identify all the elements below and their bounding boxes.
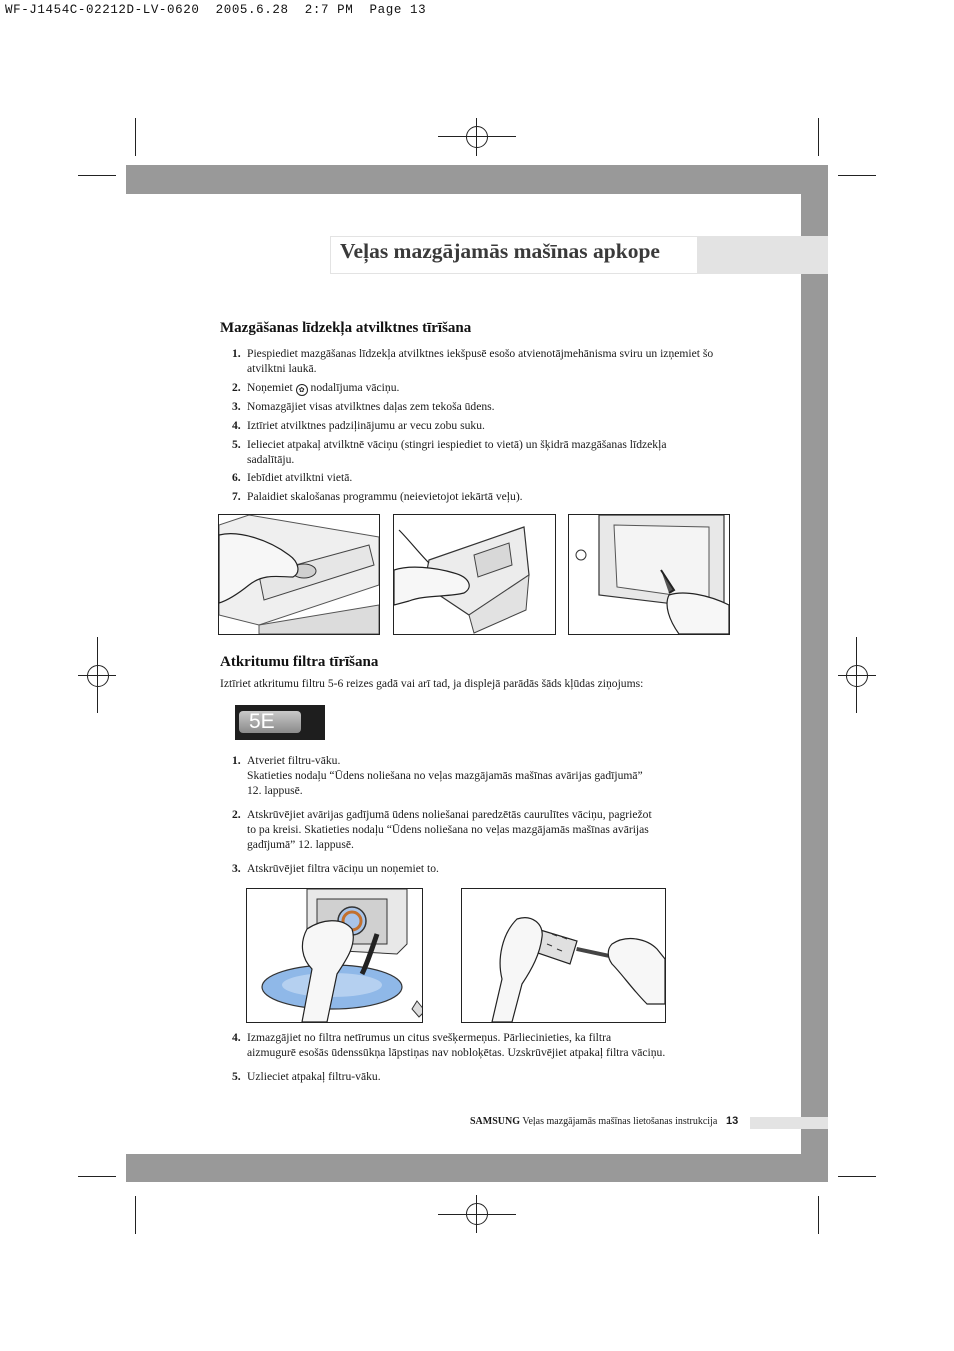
page-footer [470, 1116, 717, 1127]
softener-symbol-icon: ✿ [296, 384, 308, 396]
page-number-bar [750, 1117, 828, 1129]
list-item: 1. Piespiediet mazgāšanas līdzekļa atvilktnes iekšpusē esošo atvienotājmehānisma sviru un izņemiet šo atvilktni laukā. [232, 347, 714, 375]
figure-unscrew-filter [246, 888, 423, 1023]
figure-clean-filter [461, 888, 666, 1023]
page-number: 13 [726, 1115, 739, 1127]
print-slug: WF-J1454C-02212D-LV-0620 2005.6.28 2:7 PM Page 13 [5, 3, 427, 17]
section-heading-drawer: Mazgāšanas līdzekļa atvilktnes tīrīšana [220, 320, 472, 336]
footer-brand: SAMSUNG [470, 1116, 521, 1127]
page-title: Veļas mazgājamās mašīnas apkope [340, 239, 660, 263]
figure-remove-cap [393, 514, 556, 635]
bottom-band [126, 1154, 828, 1182]
filter-intro: Iztīriet atkritumu filtru 5-6 reizes gadā vai arī tad, ja displejā parādās šāds kļūdas ziņojums: [220, 677, 644, 690]
error-display [235, 705, 325, 740]
right-band [801, 165, 828, 1182]
error-code: 5E [249, 710, 275, 733]
footer-text: Veļas mazgājamās mašīnas lietošanas instrukcija [520, 1116, 718, 1127]
figure-drawer-release [218, 514, 380, 635]
top-band [126, 165, 828, 194]
title-box [330, 236, 828, 274]
figure-clean-recess [568, 514, 730, 635]
section-heading-filter: Atkritumu filtra tīrīšana [220, 654, 379, 670]
